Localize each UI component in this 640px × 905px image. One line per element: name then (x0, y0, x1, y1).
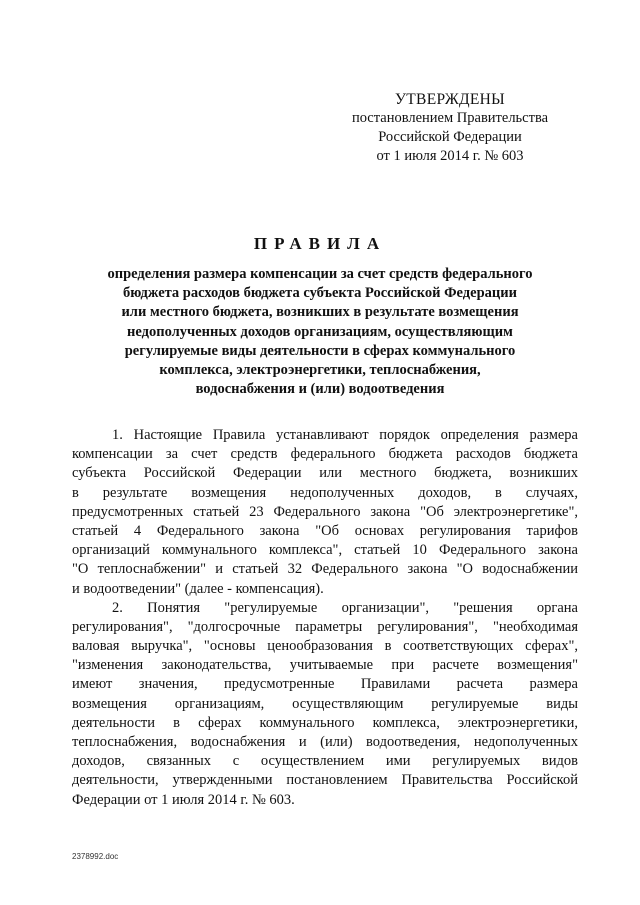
footer-filename: 2378992.doc (72, 852, 119, 861)
document-subtitle (60, 265, 580, 399)
paragraph-line: "О теплоснабжении" и статьей 32 Федерального закона "О водоснабжении (72, 561, 578, 578)
paragraph-line: компенсации за счет средств федерального бюджета расходов бюджета (72, 446, 578, 463)
document-title: ПРАВИЛА (253, 234, 387, 253)
paragraph-line: организаций коммунального комплекса", статьей 10 Федерального закона (72, 542, 578, 559)
paragraph-line: доходов, связанных с осуществлением ими регулируемых видов (72, 753, 578, 770)
paragraph-line: субъекта Российской Федерации или местного бюджета, возникших (72, 465, 578, 482)
paragraph-line: теплоснабжения, водоснабжения и (или) водоотведения, недополученных (72, 734, 578, 750)
paragraph-line: Федерации от 1 июля 2014 г. № 603. (72, 791, 295, 808)
paragraph-line: регулирования", "долгосрочные параметры регулирования", "необходимая (72, 618, 578, 635)
paragraph-line: 1. Настоящие Правила устанавливают порядок определения размера (112, 427, 578, 443)
subtitle-line: регулируемые виды деятельности в сферах коммунального (124, 342, 516, 359)
approval-title: УТВЕРЖДЕНЫ (395, 91, 505, 108)
paragraph-line: "изменения законодательства, учитываемые при расчете возмещения" (72, 657, 578, 674)
subtitle-line: водоснабжения и (или) водоотведения (195, 381, 445, 398)
paragraph-line: предусмотренных статьей 23 Федерального закона "Об электроэнергетике", (72, 503, 578, 520)
paragraph-line: имеют значения, предусмотренные Правилами расчета размера (72, 676, 578, 693)
document-body (72, 426, 578, 810)
subtitle-line: бюджета расходов бюджета субъекта Российской Федерации (123, 285, 517, 302)
subtitle-line: комплекса, электроэнергетики, теплоснабжения, (159, 362, 481, 379)
subtitle-line: недополученных доходов организациям, осуществляющим (127, 323, 513, 340)
document-heading (60, 234, 580, 399)
paragraph-1 (72, 426, 578, 599)
paragraph-line: деятельности в сферах коммунального комплекса, электроэнергетики, (72, 714, 578, 731)
paragraph-line: деятельности, утвержденными постановлением Правительства Российской (72, 772, 578, 789)
paragraph-line: возмещения организациям, осуществляющим регулируемые виды (72, 695, 578, 712)
subtitle-line: или местного бюджета, возникших в результате возмещения (121, 304, 519, 321)
paragraph-2 (72, 599, 578, 810)
approval-line-2: Российской Федерации (378, 129, 522, 145)
paragraph-line: и водоотведении" (далее - компенсация). (72, 580, 324, 597)
approval-block (340, 90, 560, 166)
approval-line-3: от 1 июля 2014 г. № 603 (376, 148, 524, 164)
paragraph-line: статьей 4 Федерального закона "Об основах регулирования тарифов (72, 522, 578, 539)
approval-line-1: постановлением Правительства (351, 110, 549, 126)
subtitle-line: определения размера компенсации за счет средств федерального (107, 266, 533, 282)
paragraph-line: валовая выручка", "основы ценообразования в соответствующих сферах", (72, 638, 578, 655)
paragraph-line: в результате возмещения недополученных доходов, в случаях, (72, 484, 578, 501)
paragraph-line: 2. Понятия "регулируемые организации", "решения органа (112, 599, 578, 616)
